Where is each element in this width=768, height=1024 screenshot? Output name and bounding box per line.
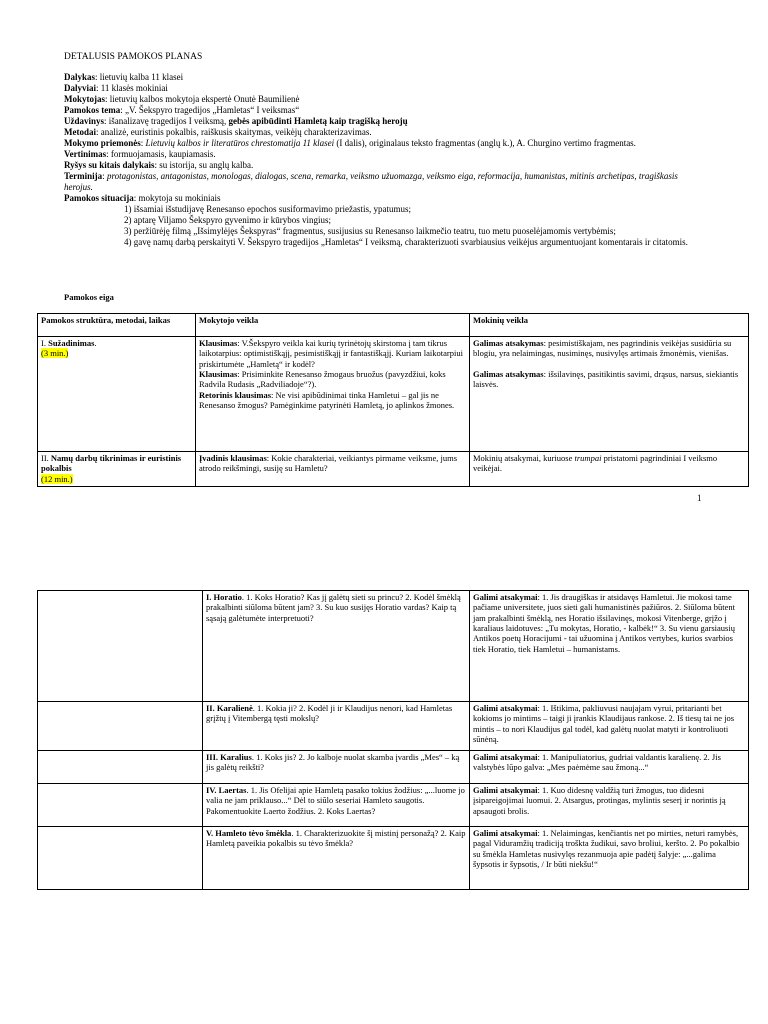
meta-methods: Metodai: analizė, euristinis pokalbis, raiškusis skaitymas, veikėjų charakterizavimas. [64,126,372,137]
section-heading: Pamokos eiga [64,292,114,302]
structure-cell: I. Sužadinimas. (3 min.) [38,337,196,452]
meta-task: Uždavinys: išanalizavę tragedijos I veiksmą, gebės apibūdinti Hamletą kaip tragišką herojų [64,115,408,126]
header-cell: Mokytojo veikla [196,314,470,337]
meta-links: Ryšys su kitais dalykais: su istorija, su anglų kalba. [64,159,254,170]
document-title: DETALUSIS PAMOKOS PLANAS [64,52,203,62]
lesson-table-2 [37,590,749,890]
meta-teacher: Mokytojas: lietuvių kalbos mokytoja ekspertė Onutė Baumilienė [64,93,300,104]
page-number: 1 [697,493,702,503]
table-row [38,702,749,751]
teacher-cell: Įvadinis klausimas: Kokie charakteriai, veikiantys pirmame veiksme, jums atrodo reikšmingi, susiję su Hamletu? [196,452,470,487]
meta-materials: Mokymo priemonės: Lietuvių kalbos ir literatūros chrestomatija 11 klasei (I dalis), originalaus teksto fragmentas (anglų k.), A. Churgino vertimo fragmentas. [64,137,636,148]
structure-cell [38,784,203,827]
student-cell: Galimi atsakymai: 1. Kuo didesnę valdžią turi žmogus, tuo didesni įsipareigojimai luomui. 2. Atsargus, protingas, mylintis seserį ir norintis ją apsaugoti brolis. [470,784,749,827]
structure-cell [38,591,203,702]
table-header-row [38,314,749,337]
table-row [38,452,749,487]
meta-participants: Dalyviai: 11 klasės mokiniai [64,82,168,93]
table-row [38,827,749,890]
table-row [38,337,749,452]
situation-list [64,204,704,248]
student-cell: Galimi atsakymai: 1. Ištikima, pakliuvusi naujajam vyrui, pritarianti bet kokioms jo mintims – taigi ji įrankis Klaudijaus rankose. 2. Iš tiesų tai ne jos mintis – to nori Klaudijus gal todėl, kad galėtų nuolat matyti ir kontroliuoti sūnėną. [470,702,749,751]
structure-cell [38,827,203,890]
list-item: 2) aptarę Viljamo Šekspyro gyvenimo ir kūrybos vingius; [124,214,332,225]
list-item: 1) išsamiai išstudijavę Renesanso epochos susiformavimo priežastis, ypatumus; [124,203,411,214]
meta-terms: Terminija: protagonistas, antagonistas, monologas, dialogas, scena, remarka, veiksmo užuomazga, veiksmo eiga, reformacija, humanistas, mitinis archetipas, tragiškasis herojus. [64,170,678,192]
student-cell: Galimi atsakymai: 1. Manipuliatorius, gudriai valdantis karalienę. 2. Jis valstybės lūpo galva: „Mes paėmėme sau žmoną...“ [470,751,749,784]
meta-subject: Dalykas: lietuvių kalba 11 klasei [64,72,184,82]
teacher-cell: V. Hamleto tėvo šmėkla. 1. Charakterizuokite šį mistinį personažą? 2. Kaip Hamletą paveikia pokalbis su tėvo šmėkla? [203,827,470,890]
structure-cell [38,702,203,751]
meta-situation: Pamokos situacija: mokytoja su mokiniais [64,192,221,203]
student-cell: Galimas atsakymas: pesimistiškajam, nes pagrindinis veikėjas susidūria su blogiu, yra nelaimingas, nusiminęs, nusivylęs artimais žmonėmis, vienišas. Galimas atsakymas: išsilavinęs, pasitikintis savimi, drąsus, narsus, siekiantis laisvės. [470,337,749,452]
header-cell: Mokinių veikla [470,314,749,337]
lesson-meta [64,72,704,248]
student-cell: Mokinių atsakymai, kuriuose trumpai pristatomi pagrindiniai I veiksmo veikėjai. [470,452,749,487]
meta-assessment: Vertinimas: formuojamasis, kaupiamasis. [64,148,216,159]
header-cell: Pamokos struktūra, metodai, laikas [38,314,196,337]
table-row [38,784,749,827]
meta-topic: Pamokos tema: „V. Šekspyro tragedijos „Hamletas“ I veiksmas“ [64,104,300,115]
time-badge: (12 min.) [41,473,73,484]
list-item: 3) peržiūrėję filmą „Išsimylėjęs Šekspyras“ fragmentus, susijusius su Renesanso laikmečio teatru, tuo metu puoselėjamomis vertybėmis; [124,225,616,236]
table-row [38,751,749,784]
list-item: 4) gavę namų darbą perskaityti V. Šekspyro tragedijos „Hamletas“ I veiksmą, charakterizuoti svarbiausius veikėjus argumentuojant komentarais ir citatomis. [124,236,688,247]
lesson-table-1 [37,313,749,487]
structure-cell: II. Namų darbų tikrinimas ir euristinis pokalbis (12 min.) [38,452,196,487]
teacher-cell: I. Horatio. 1. Koks Horatio? Kas jį galėtų sieti su princu? 2. Kodėl šmėklą prakalbinti siūloma būtent jam? 3. Su kuo susijęs Horatio vardas? Kaip tą sąsają galėtumėte interpretuoti? [203,591,470,702]
teacher-cell: IV. Laertas. 1. Jis Ofelijai apie Hamletą pasako tokius žodžius: „...luome jo valia ne jam priklauso...“ Dėl to siūlo seseriai Hamleto saugotis. Pakomentuokite Laerto žodžius. 2. Koks Laertas? [203,784,470,827]
student-cell: Galimi atsakymai: 1. Nelaimingas, kenčiantis net po mirties, neturi ramybės, pagal Viduramžių tradiciją troškta žudikui, savo broliui, keršto. 2. Po pokalbio su šmėkla Hamletas nusivylęs rezanmuoja apie padėtį šalyje: „...galima šypsotis ir šypsotis, / Ir būti niekšu!“ [470,827,749,890]
teacher-cell: III. Karalius. 1. Koks jis? 2. Jo kalboje nuolat skamba įvardis „Mes“ – ką jis galėtų reikšti? [203,751,470,784]
teacher-cell: II. Karalienė. 1. Kokia ji? 2. Kodėl ji ir Klaudijus nenori, kad Hamletas grįžtų į Vitembergą tęsti mokslų? [203,702,470,751]
structure-cell [38,751,203,784]
teacher-cell: Klausimas: V.Šekspyro veikla kai kurių tyrinėtojų skirstoma į tam tikrus laikotarpius: optimistiškąjį, pesimistiškąjį ir fantastiškąjį. Kuriam laikotarpiui priskirtumėte „Hamletą“ ir kodėl? Klausimas: Prisiminkite Renesanso žmogaus bruožus (pavyzdžiui, koks Radvila Rudasis „Radviliadoje“?). Retorinis klausimas: Ne visi apibūdinimai tinka Hamletui – gal jis ne Renesanso žmogus? Pamėginkime patyrinėti Hamletą, jo aplinkos žmones. [196,337,470,452]
table-row [38,591,749,702]
student-cell: Galimi atsakymai: 1. Jis draugiškas ir atsidavęs Hamletui. Jie mokosi tame pačiame universitete, juos sieti gali humanistinės pažiūros. 2. Siūloma būtent jam prakalbinti šmėklą, nes Horatio išsilavinęs, mokosi Vitenberge, grįžo į karaliaus laidotuves: „Tu mokytas, Horatio, - kalbėk!“ 3. Su vienu garsiausių Antikos poetų Horacijumi - tai užuomina į Antikos vertybes, kurios svarbios tiek Horatio, tiek Hamletui – humanistams. [470,591,749,702]
time-badge: (3 min.) [41,348,69,359]
